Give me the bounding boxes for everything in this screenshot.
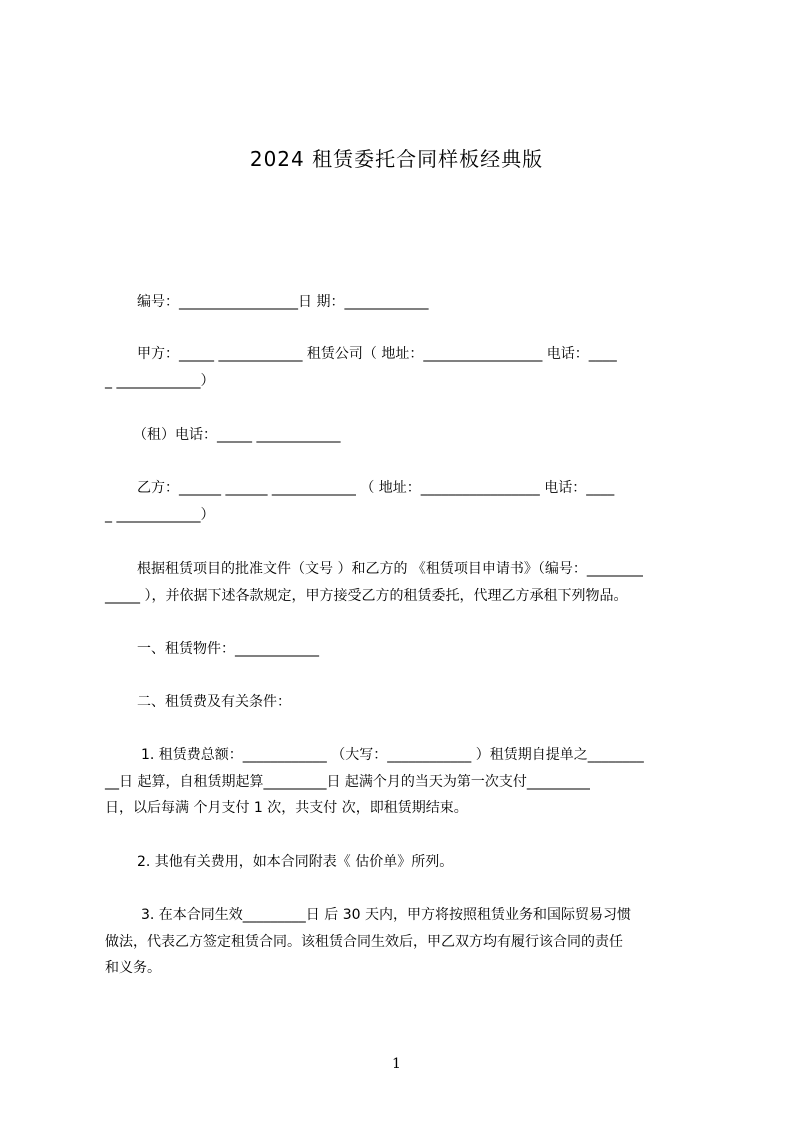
- contract-number-line: 编号：_________________日 期：____________: [137, 294, 429, 310]
- section-2-heading: 二、租赁费及有关条件：: [137, 694, 291, 710]
- party-a-line-continued: _ ____________）: [105, 373, 215, 389]
- clause-3-line-3: 和义务。: [105, 960, 161, 976]
- lessor-phone-line: （租）电话：_____ ____________: [133, 427, 341, 443]
- section-1-heading: 一、租赁物件：____________: [137, 641, 319, 657]
- party-a-line: 甲方：_____ ____________ 租赁公司（ 地址：_________________ 电话：____: [137, 346, 617, 362]
- clause-2-line: 2. 其他有关费用，如本合同附表《 估价单》所列。: [137, 854, 454, 870]
- page-number: 1: [392, 1056, 401, 1072]
- party-b-line-continued: _ ____________）: [105, 507, 215, 523]
- clause-3-line-2: 做法，代表乙方签定租赁合同。该租赁合同生效后，甲乙双方均有履行该合同的责任: [105, 934, 623, 950]
- clause-1-line-3: 日，以后每满 个月支付 1 次，共支付 次，即租赁期结束。: [105, 800, 468, 816]
- party-b-line: 乙方：______ ______ ____________ （ 地址：_________________ 电话：____: [137, 480, 615, 496]
- clause-1-line-2: __日 起算，自租赁期起算_________日 起满个月的当天为第一次支付_________: [105, 774, 590, 790]
- clause-1-line: 1. 租赁费总额：____________ （大写：____________ ）租赁期自提单之________: [141, 747, 644, 763]
- document-title: 2024 租赁委托合同样板经典版: [249, 147, 544, 171]
- preamble-line: 根据租赁项目的批准文件（文号 ）和乙方的 《租赁项目申请书》（编号：________: [137, 561, 643, 577]
- clause-3-line: 3. 在本合同生效_________日 后 30 天内，甲方将按照租赁业务和国际贸易习惯: [141, 907, 631, 923]
- preamble-line-continued: _____ ），并依据下述各款规定，甲方接受乙方的租赁委托，代理乙方承租下列物品。: [105, 588, 628, 604]
